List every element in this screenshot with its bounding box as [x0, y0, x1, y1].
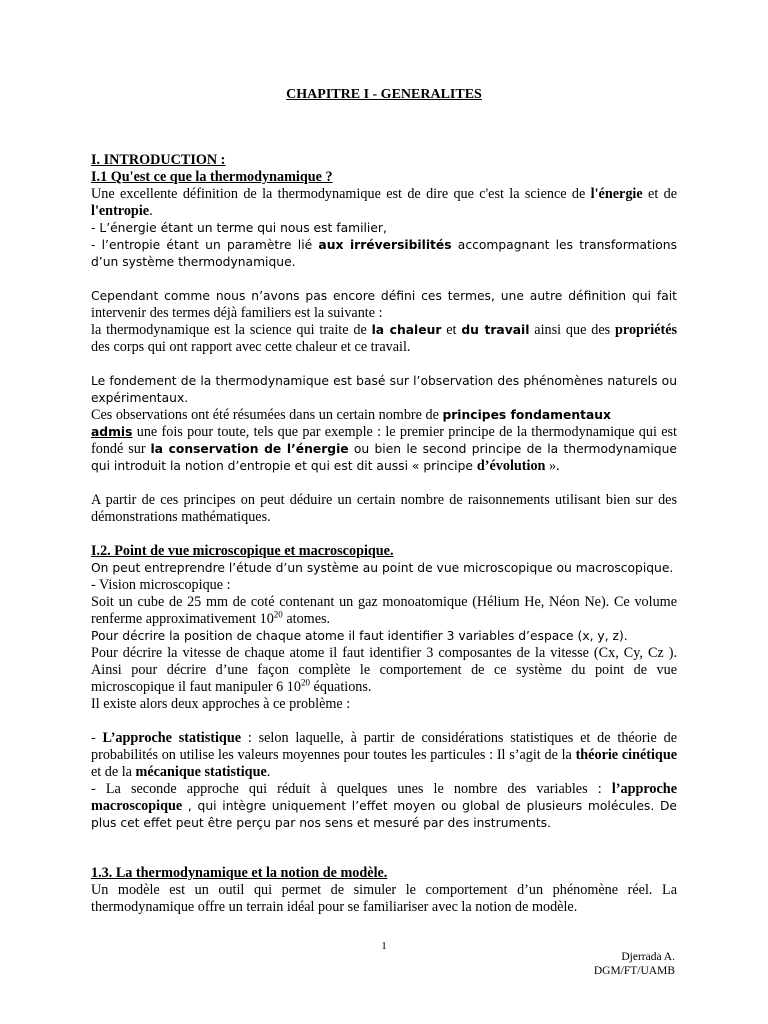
- subsection-heading-1-3: 1.3. La thermodynamique et la notion de modèle.: [91, 865, 388, 881]
- paragraph-approche-macroscopique: - La seconde approche qui réduit à quelques unes le nombre des variables : l’approche macroscopique , qui intègre uniquement l’effet moyen ou global de plusieurs molécules. De plus cet effet peut être perçu par nos sens et mesuré par des instruments.: [91, 781, 677, 830]
- paragraph-vitesse: Pour décrire la vitesse de chaque atome il faut identifier 3 composantes de la vitesse (Cx, Cy, Cz ). Ainsi pour décrire d’une façon complète le comportement de ce système du point de vue microscopique il faut manipuler 6 $10^{20}$ équations.: [91, 645, 677, 695]
- paragraph-observations: Ces observations ont été résumées dans un certain nombre de principes fondamentaux admis une fois pour toute, tels que par exemple : le premier principe de la thermodynamique qui est fondé sur la conservation de l’énergie ou bien le second principe de la thermodynamique qui introduit la notion d’entropie et qui est dit aussi « principe d’évolution ».: [91, 407, 677, 474]
- footer-author: Djerrada A.: [621, 951, 675, 963]
- page-footer: [594, 950, 675, 978]
- footer-affiliation: DGM/FT/UAMB: [593, 965, 675, 977]
- document-body: [91, 152, 677, 916]
- section-heading-introduction: I. INTRODUCTION :: [91, 152, 226, 168]
- paragraph-position: Pour décrire la position de chaque atome il faut identifier 3 variables d’espace (x, y, z).: [91, 629, 628, 643]
- subsection-heading-1-1: I.1 Qu'est ce que la thermodynamique ?: [91, 169, 333, 185]
- paragraph-science: la thermodynamique est la science qui traite de la chaleur et du travail ainsi que des propriétés des corps qui ont rapport avec cette chaleur et ce travail.: [91, 322, 678, 355]
- paragraph-cependant: Cependant comme nous n’avons pas encore défini ces termes, une autre définition qui fait intervenir des termes déjà familiers est la suivante :: [91, 289, 677, 321]
- paragraph-fondement: Le fondement de la thermodynamique est basé sur l’observation des phénomènes naturels ou expérimentaux.: [91, 374, 677, 405]
- paragraph-etude: On peut entreprendre l’étude d’un système au point de vue microscopique ou macroscopique.: [91, 561, 674, 575]
- paragraph-approches: Il existe alors deux approches à ce problème :: [91, 696, 351, 712]
- paragraph-entropie: - l’entropie étant un paramètre lié aux irréversibilités accompagnant les transformations d’un système thermodynamique.: [91, 238, 678, 269]
- page-number: 1: [381, 940, 387, 952]
- paragraph-energie: - L’énergie étant un terme qui nous est familier,: [91, 221, 387, 235]
- paragraph-approche-statistique: - L’approche statistique : selon laquelle, à partir de considérations statistiques et de théorie de probabilités on utilise les valeurs moyennes pour toutes les particules : Il s’agit de la théorie cinétique et de la mécanique statistique.: [91, 730, 678, 780]
- chapter-title: CHAPITRE I - GENERALITES: [286, 87, 482, 102]
- paragraph-vision-micro: - Vision microscopique :: [91, 577, 231, 593]
- paragraph-cube: Soit un cube de 25 mm de coté contenant un gaz monoatomique (Hélium He, Néon Ne). Ce volume renferme approximativement $10^{20}$ atomes.: [91, 594, 677, 627]
- subsection-heading-1-2: I.2. Point de vue microscopique et macroscopique.: [91, 543, 394, 559]
- paragraph-modele: Un modèle est un outil qui permet de simuler le comportement d’un phénomène réel. La thermodynamique offre un terrain idéal pour se familiariser avec la notion de modèle.: [91, 882, 677, 915]
- paragraph-definition: Une excellente définition de la thermodynamique est de dire que c'est la science de l'énergie et de l'entropie.: [91, 186, 677, 219]
- paragraph-deduire: A partir de ces principes on peut déduire un certain nombre de raisonnements utilisant bien sur des démonstrations mathématiques.: [91, 492, 677, 525]
